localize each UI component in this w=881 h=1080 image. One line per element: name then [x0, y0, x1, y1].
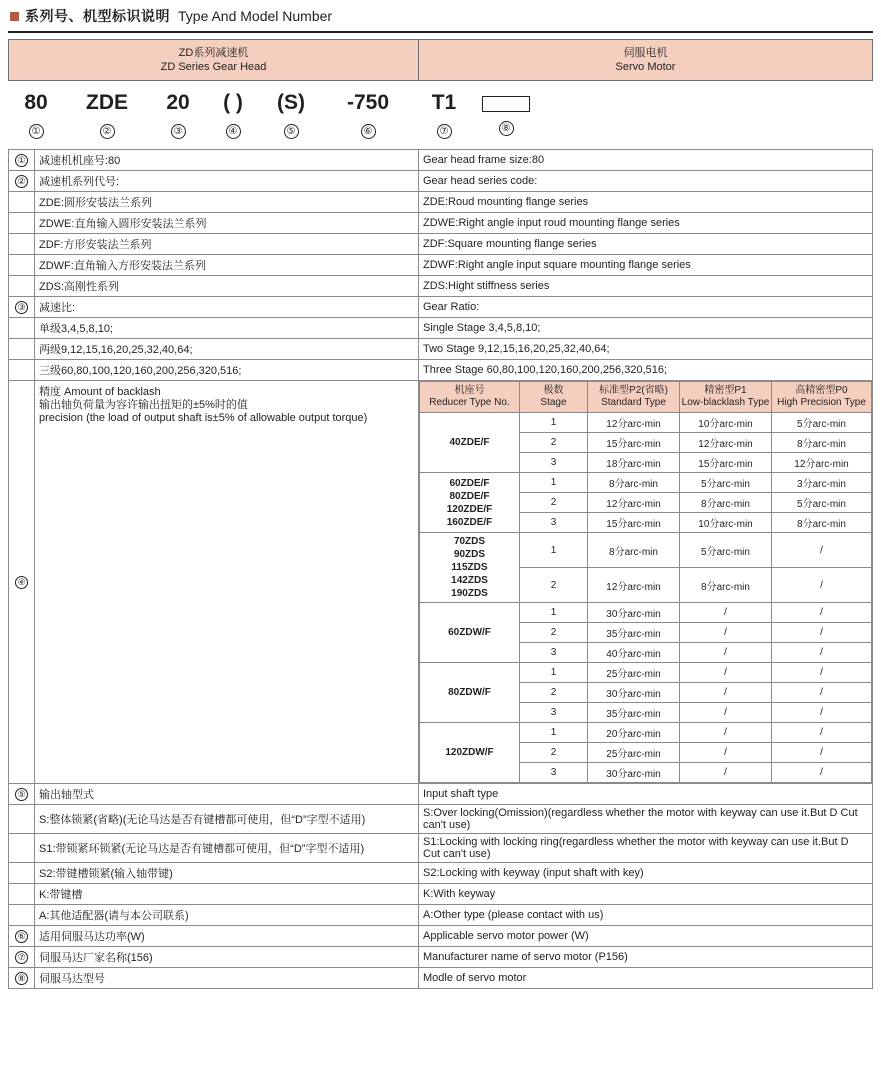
model-code-row: [8, 81, 873, 149]
table-row: [9, 255, 873, 276]
table-row: [9, 926, 873, 947]
precision-stage: 3: [520, 453, 588, 473]
model-code-index: ⑤: [284, 124, 299, 139]
row-text-chinese: S2:带键槽锁紧(输入轴带键): [35, 863, 419, 884]
row-number: [9, 360, 35, 381]
row-text-chinese: ZDWE:直角输入圆形安装法兰系列: [35, 213, 419, 234]
precision-high-p0: /: [772, 723, 872, 743]
precision-standard-p2: 30分arc-min: [588, 603, 680, 623]
row-number: [9, 192, 35, 213]
precision-reducer-type-line: 142ZDS: [451, 575, 488, 586]
table-row: [9, 150, 873, 171]
row-text-english: Gear head series code:: [419, 171, 873, 192]
row-text-chinese: ZDWF:直角输入方形安装法兰系列: [35, 255, 419, 276]
precision-header-cell: [420, 382, 520, 413]
precision-header-cn: 标准型P2(省略): [599, 385, 668, 396]
table-row: [9, 234, 873, 255]
precision-reducer-type: [420, 413, 520, 473]
precision-stage: 1: [520, 533, 588, 568]
model-code-text: ( ): [223, 91, 243, 114]
model-code-item-8: [474, 91, 538, 136]
backlash-line-2: 输出轴负荷量为容许输出扭矩的±5%时的值: [39, 399, 248, 411]
precision-high-p0: 12分arc-min: [772, 453, 872, 473]
model-code-item-1: [8, 91, 64, 139]
precision-stage: 2: [520, 433, 588, 453]
row-text-english: Two Stage 9,12,15,16,20,25,32,40,64;: [419, 339, 873, 360]
precision-table-row: [420, 413, 872, 433]
row-text-english: Three Stage 60,80,100,120,160,200,256,320,516;: [419, 360, 873, 381]
row-number-circle: ⑥: [15, 930, 28, 943]
precision-standard-p2: 18分arc-min: [588, 453, 680, 473]
precision-stage: 1: [520, 473, 588, 493]
precision-reducer-type-line: 90ZDS: [453, 549, 486, 560]
precision-stage: 2: [520, 743, 588, 763]
row-text-chinese: K:带键槽: [35, 884, 419, 905]
row-text-english: ZDF:Square mounting flange series: [419, 234, 873, 255]
precision-low-backlash-p1: /: [680, 603, 772, 623]
row-number: [9, 234, 35, 255]
table-row: [9, 360, 873, 381]
precision-high-p0: 8分arc-min: [772, 513, 872, 533]
precision-standard-p2: 20分arc-min: [588, 723, 680, 743]
precision-table-row: [420, 603, 872, 623]
precision-reducer-type: [420, 603, 520, 663]
precision-reducer-type-line: 60ZDW/F: [448, 627, 491, 638]
model-code-index: ⑦: [437, 124, 452, 139]
model-code-index: ④: [226, 124, 241, 139]
row-text-chinese: S1:带锁紧环锁紧(无论马达是否有键槽都可使用，但“D”字型不适用): [35, 834, 419, 863]
precision-standard-p2: 8分arc-min: [588, 533, 680, 568]
precision-header-cell: [772, 382, 872, 413]
row-text-english: ZDE:Roud mounting flange series: [419, 192, 873, 213]
row-text-english: Manufacturer name of servo motor (P156): [419, 947, 873, 968]
row-number: [9, 834, 35, 863]
row-text-chinese: 适用伺服马达功率(W): [35, 926, 419, 947]
row-number: [9, 884, 35, 905]
precision-low-backlash-p1: 8分arc-min: [680, 568, 772, 603]
precision-standard-p2: 15分arc-min: [588, 513, 680, 533]
precision-stage: 1: [520, 413, 588, 433]
precision-reducer-type-line: 120ZDW/F: [445, 747, 494, 758]
row-text-english: ZDWE:Right angle input roud mounting flange series: [419, 213, 873, 234]
table-row: [9, 905, 873, 926]
table-row: [9, 213, 873, 234]
precision-stage: 3: [520, 703, 588, 723]
model-code-item-3: [150, 91, 206, 139]
row-text-english: Gear Ratio:: [419, 297, 873, 318]
table-row: [9, 863, 873, 884]
precision-low-backlash-p1: /: [680, 703, 772, 723]
row-text-chinese: 减速比:: [35, 297, 419, 318]
row-number: [9, 213, 35, 234]
table-row: [9, 192, 873, 213]
row-number: [9, 784, 35, 805]
row-number: [9, 276, 35, 297]
page-title: [8, 0, 873, 31]
model-code-text: (S): [277, 91, 305, 114]
precision-high-p0: /: [772, 683, 872, 703]
precision-header-cell: [680, 382, 772, 413]
row-number: [9, 339, 35, 360]
row-text-english: Input shaft type: [419, 784, 873, 805]
model-code-index: ⑧: [499, 121, 514, 136]
precision-table-row: [420, 723, 872, 743]
row-text-english: A:Other type (please contact with us): [419, 905, 873, 926]
model-code-item-4: [206, 91, 260, 139]
precision-stage: 2: [520, 493, 588, 513]
precision-standard-p2: 12分arc-min: [588, 568, 680, 603]
precision-table-row: [420, 663, 872, 683]
row-number: [9, 863, 35, 884]
precision-standard-p2: 30分arc-min: [588, 763, 680, 783]
band-gear-head: [9, 40, 419, 80]
row-number: [9, 381, 35, 784]
precision-header-en: High Precision Type: [777, 397, 866, 408]
precision-low-backlash-p1: 10分arc-min: [680, 513, 772, 533]
row-text-english: Applicable servo motor power (W): [419, 926, 873, 947]
precision-standard-p2: 30分arc-min: [588, 683, 680, 703]
row-text-english: ZDWF:Right angle input square mounting flange series: [419, 255, 873, 276]
band-gear-head-cn: ZD系列减速机: [178, 47, 249, 59]
precision-low-backlash-p1: /: [680, 683, 772, 703]
row-number: [9, 255, 35, 276]
row-text-english: S2:Locking with keyway (input shaft with key): [419, 863, 873, 884]
precision-high-p0: /: [772, 623, 872, 643]
model-code-item-2: [64, 91, 150, 139]
precision-header-cn: 精密型P1: [704, 385, 747, 396]
bullet-square-icon: [10, 12, 19, 21]
precision-low-backlash-p1: /: [680, 723, 772, 743]
row-text-chinese: 减速机机座号:80: [35, 150, 419, 171]
row-text-chinese: S:整体锁紧(省略)(无论马达是否有键槽都可使用，但“D”字型不适用): [35, 805, 419, 834]
row-text-chinese: 伺服马达型号: [35, 968, 419, 989]
precision-stage: 3: [520, 763, 588, 783]
spec-table: [8, 149, 873, 989]
table-row: [9, 318, 873, 339]
precision-header-en: Reducer Type No.: [429, 397, 510, 408]
precision-stage: 3: [520, 643, 588, 663]
row-number: [9, 318, 35, 339]
row-number: [9, 805, 35, 834]
precision-reducer-type-line: 120ZDE/F: [446, 503, 493, 515]
title-divider: [8, 31, 873, 33]
row-text-english: ZDS:Hight stiffness series: [419, 276, 873, 297]
table-row: [9, 276, 873, 297]
precision-reducer-type-line: 115ZDS: [451, 562, 488, 573]
table-row: [9, 297, 873, 318]
precision-standard-p2: 25分arc-min: [588, 743, 680, 763]
precision-reducer-type: [420, 533, 520, 603]
precision-standard-p2: 25分arc-min: [588, 663, 680, 683]
backlash-description: [35, 381, 419, 784]
precision-reducer-type: [420, 723, 520, 783]
precision-reducer-type-line: 40ZDE/F: [449, 437, 490, 448]
table-row: [9, 805, 873, 834]
model-code-index: ⑥: [361, 124, 376, 139]
precision-standard-p2: 8分arc-min: [588, 473, 680, 493]
row-text-english: S1:Locking with locking ring(regardless whether the motor with keyway can use it.But D Cut can't use): [419, 834, 873, 863]
precision-header-en: Standard Type: [601, 397, 666, 408]
precision-table-cell: [419, 381, 873, 784]
model-code-item-5: [260, 91, 322, 139]
precision-standard-p2: 12分arc-min: [588, 493, 680, 513]
precision-high-p0: /: [772, 643, 872, 663]
precision-low-backlash-p1: /: [680, 623, 772, 643]
backlash-line-3: precision (the load of output shaft is±5% of allowable output torque): [39, 412, 368, 424]
precision-low-backlash-p1: /: [680, 663, 772, 683]
precision-standard-p2: 40分arc-min: [588, 643, 680, 663]
precision-low-backlash-p1: 5分arc-min: [680, 473, 772, 493]
row-number-circle: ③: [15, 301, 28, 314]
row-number: [9, 150, 35, 171]
precision-high-p0: /: [772, 663, 872, 683]
precision-high-p0: 5分arc-min: [772, 413, 872, 433]
precision-standard-p2: 35分arc-min: [588, 623, 680, 643]
precision-reducer-type-line: 80ZDE/F: [449, 490, 490, 502]
precision-stage: 1: [520, 603, 588, 623]
row-number: [9, 297, 35, 318]
model-code-index: ②: [100, 124, 115, 139]
row-number-circle: ⑦: [15, 951, 28, 964]
precision-stage: 1: [520, 723, 588, 743]
table-row: [9, 339, 873, 360]
precision-stage: 3: [520, 513, 588, 533]
precision-high-p0: /: [772, 763, 872, 783]
row-text-chinese: 伺服马达厂家名称(156): [35, 947, 419, 968]
precision-header-en: Stage: [540, 397, 567, 408]
precision-low-backlash-p1: 15分arc-min: [680, 453, 772, 473]
model-code-index: ③: [171, 124, 186, 139]
model-code-text: ZDE: [86, 91, 128, 114]
row-number-circle: ⑤: [15, 788, 28, 801]
model-code-text: 80: [24, 91, 48, 114]
table-row: [9, 834, 873, 863]
precision-header-cn: 高精密型P0: [795, 385, 848, 396]
precision-high-p0: 3分arc-min: [772, 473, 872, 493]
title-chinese: 系列号、机型标识说明: [25, 8, 170, 24]
precision-table-row: [420, 473, 872, 493]
row-text-chinese: 输出轴型式: [35, 784, 419, 805]
precision-low-backlash-p1: 5分arc-min: [680, 533, 772, 568]
precision-header-cn: 极数: [543, 385, 564, 396]
precision-table-row: [420, 533, 872, 568]
precision-low-backlash-p1: /: [680, 643, 772, 663]
precision-low-backlash-p1: /: [680, 743, 772, 763]
row-text-chinese: 单级3,4,5,8,10;: [35, 318, 419, 339]
band-servo-motor-cn: 伺服电机: [623, 47, 668, 59]
precision-reducer-type-line: 70ZDS: [453, 536, 486, 547]
precision-header-en: Low-blacklash Type: [681, 397, 770, 408]
model-code-item-6: [322, 91, 414, 139]
precision-table: [419, 381, 872, 783]
backlash-line-1: 精度 Amount of backlash: [39, 386, 161, 398]
table-row: [9, 784, 873, 805]
precision-low-backlash-p1: 12分arc-min: [680, 433, 772, 453]
model-code-text: -750: [346, 91, 390, 114]
row-text-chinese: A:其他适配器(请与本公司联系): [35, 905, 419, 926]
row-text-english: S:Over locking(Omission)(regardless whether the motor with keyway can use it.But D Cut can't use): [419, 805, 873, 834]
row-number: [9, 968, 35, 989]
row-text-chinese: 两级9,12,15,16,20,25,32,40,64;: [35, 339, 419, 360]
table-row: [9, 171, 873, 192]
precision-high-p0: /: [772, 568, 872, 603]
model-code-item-7: [414, 91, 474, 139]
row-text-chinese: ZDS:高刚性系列: [35, 276, 419, 297]
row-number-circle: ①: [15, 154, 28, 167]
row-number: [9, 947, 35, 968]
row-text-chinese: ZDE:圆形安装法兰系列: [35, 192, 419, 213]
row-number: [9, 905, 35, 926]
row-number: [9, 171, 35, 192]
precision-stage: 2: [520, 623, 588, 643]
section-header-band: [8, 39, 873, 81]
band-servo-motor: [419, 40, 872, 80]
title-english: Type And Model Number: [178, 8, 333, 24]
precision-reducer-type: [420, 663, 520, 723]
model-code-text: T1: [431, 91, 457, 114]
precision-high-p0: /: [772, 603, 872, 623]
row-number-circle: ④: [15, 576, 28, 589]
precision-reducer-type-line: 160ZDE/F: [446, 516, 493, 528]
model-code-text: 20: [166, 91, 190, 114]
precision-reducer-type: [420, 473, 520, 533]
table-row: [9, 947, 873, 968]
precision-stage: 2: [520, 568, 588, 603]
row-number: [9, 926, 35, 947]
table-row: [9, 884, 873, 905]
precision-high-p0: /: [772, 703, 872, 723]
precision-standard-p2: 15分arc-min: [588, 433, 680, 453]
model-code-index: ①: [29, 124, 44, 139]
precision-stage: 2: [520, 683, 588, 703]
precision-high-p0: 5分arc-min: [772, 493, 872, 513]
row-text-english: Gear head frame size:80: [419, 150, 873, 171]
precision-high-p0: /: [772, 743, 872, 763]
row-text-chinese: 三级60,80,100,120,160,200,256,320,516;: [35, 360, 419, 381]
row-number-circle: ⑧: [15, 972, 28, 985]
table-row: [9, 968, 873, 989]
model-code-blank-box: [482, 96, 530, 112]
row-text-english: K:With keyway: [419, 884, 873, 905]
precision-reducer-type-line: 60ZDE/F: [449, 477, 490, 489]
band-servo-motor-en: Servo Motor: [615, 61, 676, 73]
precision-low-backlash-p1: 10分arc-min: [680, 413, 772, 433]
row-text-chinese: ZDF:方形安装法兰系列: [35, 234, 419, 255]
precision-standard-p2: 12分arc-min: [588, 413, 680, 433]
row-text-english: Single Stage 3,4,5,8,10;: [419, 318, 873, 339]
precision-stage: 1: [520, 663, 588, 683]
precision-low-backlash-p1: /: [680, 763, 772, 783]
row-number-circle: ②: [15, 175, 28, 188]
row-text-english: Modle of servo motor: [419, 968, 873, 989]
precision-low-backlash-p1: 8分arc-min: [680, 493, 772, 513]
band-gear-head-en: ZD Series Gear Head: [160, 61, 267, 73]
precision-header-cell: [588, 382, 680, 413]
precision-header-cell: [520, 382, 588, 413]
precision-standard-p2: 35分arc-min: [588, 703, 680, 723]
precision-reducer-type-line: 190ZDS: [451, 588, 488, 599]
row-text-chinese: 减速机系列代号:: [35, 171, 419, 192]
precision-reducer-type-line: 80ZDW/F: [448, 687, 491, 698]
precision-high-p0: 8分arc-min: [772, 433, 872, 453]
precision-high-p0: /: [772, 533, 872, 568]
precision-header-cn: 机座号: [454, 385, 485, 396]
table-row-backlash: [9, 381, 873, 784]
precision-table-header: [420, 382, 872, 413]
